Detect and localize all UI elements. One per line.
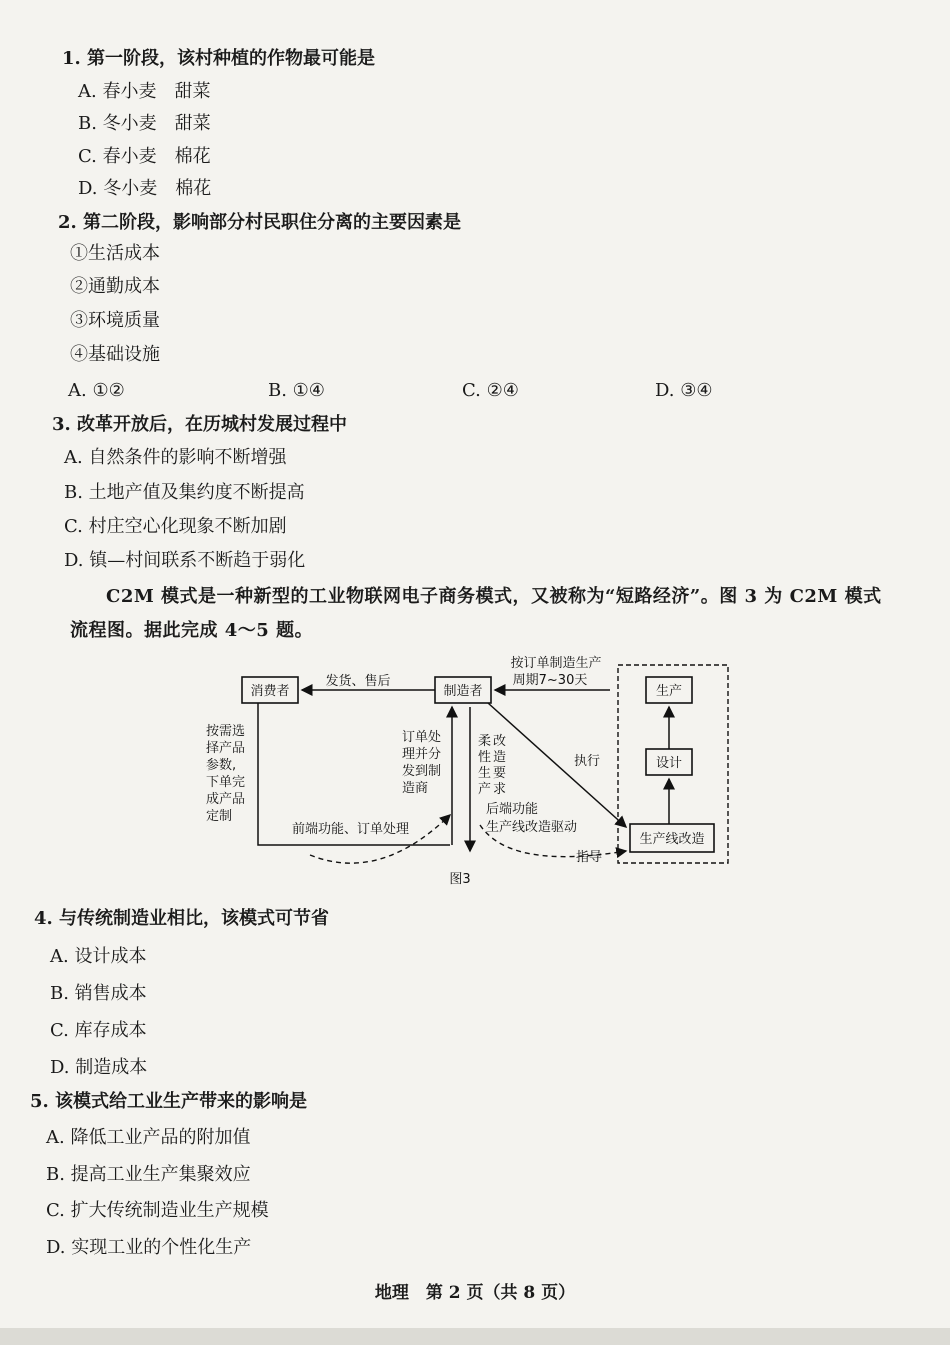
order-production-label-2: 周期7~30天 — [512, 673, 588, 688]
design-label: 设计 — [655, 756, 683, 771]
q5-option-c: C. 扩大传统制造业生产规模 — [46, 1200, 269, 1221]
q1-option-d: D. 冬小麦 棉花 — [78, 178, 212, 199]
q5-stem: 5. 该模式给工业生产带来的影响是 — [30, 1091, 308, 1112]
q3-option-b: B. 土地产值及集约度不断提高 — [64, 482, 305, 503]
left-text-1: 按需选 — [206, 724, 246, 739]
q4-option-d: D. 制造成本 — [50, 1057, 148, 1078]
backend-label-1: 后端功能 — [486, 802, 539, 817]
page-bottom-edge — [0, 1328, 950, 1345]
q2-stem: 2. 第二阶段，影响部分村民职住分离的主要因素是 — [58, 212, 462, 233]
production-label: 生产 — [655, 684, 683, 699]
q2-option-c: C. ②④ — [462, 380, 519, 401]
flex-b-4: 求 — [493, 782, 507, 797]
q1-option-a: A. 春小麦 甜菜 — [78, 81, 211, 102]
left-text-2: 择产品 — [206, 741, 246, 756]
guide-label: 指导 — [576, 850, 603, 865]
left-text-3: 参数, — [206, 758, 237, 773]
q4-option-b: B. 销售成本 — [50, 983, 147, 1004]
shipping-label: 发货、售后 — [325, 674, 391, 689]
left-text-5: 成产品 — [206, 792, 246, 807]
mid-text-2: 理并分 — [402, 747, 442, 762]
mid-text-3: 发到制 — [402, 764, 442, 779]
q4-stem: 4. 与传统制造业相比，该模式可节省 — [34, 908, 330, 929]
q1-stem: 1. 第一阶段，该村种植的作物最可能是 — [62, 48, 376, 69]
frontend-label: 前端功能、订单处理 — [292, 822, 410, 837]
page-footer: 地理 第 2 页（共 8 页） — [374, 1283, 576, 1303]
consumer-label: 消费者 — [250, 684, 290, 699]
figure-caption: 图3 — [449, 872, 471, 887]
q4-option-a: A. 设计成本 — [50, 946, 147, 967]
execute-label: 执行 — [574, 754, 601, 769]
left-text-6: 定制 — [206, 809, 233, 824]
material-intro: C2M 模式是一种新型的工业物联网电子商务模式，又被称为“短路经济”。图 3 为 C2M 模式流程图。据此完成 4～5 题。 — [70, 586, 882, 641]
mid-text-4: 造商 — [402, 781, 429, 796]
flex-b-2: 造 — [493, 750, 507, 765]
flex-a-1: 柔 — [478, 734, 492, 749]
order-production-label-1: 按订单制造生产 — [510, 656, 602, 671]
left-text-4: 下单完 — [206, 775, 246, 790]
backend-label-2: 生产线改造驱动 — [486, 820, 578, 835]
q2-option-a: A. ①② — [68, 380, 125, 401]
q2-item-2: ②通勤成本 — [70, 276, 160, 297]
q1-option-c: C. 春小麦 棉花 — [78, 146, 211, 167]
manufacturer-label: 制造者 — [443, 684, 483, 699]
q3-option-d: D. 镇—村间联系不断趋于弱化 — [64, 550, 306, 571]
q2-item-1: ①生活成本 — [70, 243, 160, 264]
flex-a-4: 产 — [478, 782, 492, 797]
q2-item-3: ③环境质量 — [70, 310, 160, 331]
q3-option-a: A. 自然条件的影响不断增强 — [64, 447, 287, 468]
q2-option-b: B. ①④ — [268, 380, 325, 401]
q5-option-d: D. 实现工业的个性化生产 — [46, 1237, 252, 1258]
mid-text-1: 订单处 — [402, 730, 442, 745]
q3-option-c: C. 村庄空心化现象不断加剧 — [64, 516, 287, 537]
flex-a-3: 生 — [478, 766, 492, 781]
q1-option-b: B. 冬小麦 甜菜 — [78, 113, 211, 134]
flex-b-1: 改 — [493, 734, 507, 749]
c2m-flow-diagram — [180, 655, 740, 895]
q2-item-4: ④基础设施 — [70, 344, 160, 365]
q5-option-b: B. 提高工业生产集聚效应 — [46, 1164, 251, 1185]
q2-option-d: D. ③④ — [655, 380, 713, 401]
q4-option-c: C. 库存成本 — [50, 1020, 147, 1041]
q5-option-a: A. 降低工业产品的附加值 — [46, 1127, 251, 1148]
q3-stem: 3. 改革开放后，在历城村发展过程中 — [52, 414, 348, 435]
line-upgrade-label: 生产线改造 — [639, 832, 705, 847]
flex-a-2: 性 — [478, 750, 492, 765]
flex-b-3: 要 — [493, 766, 507, 781]
